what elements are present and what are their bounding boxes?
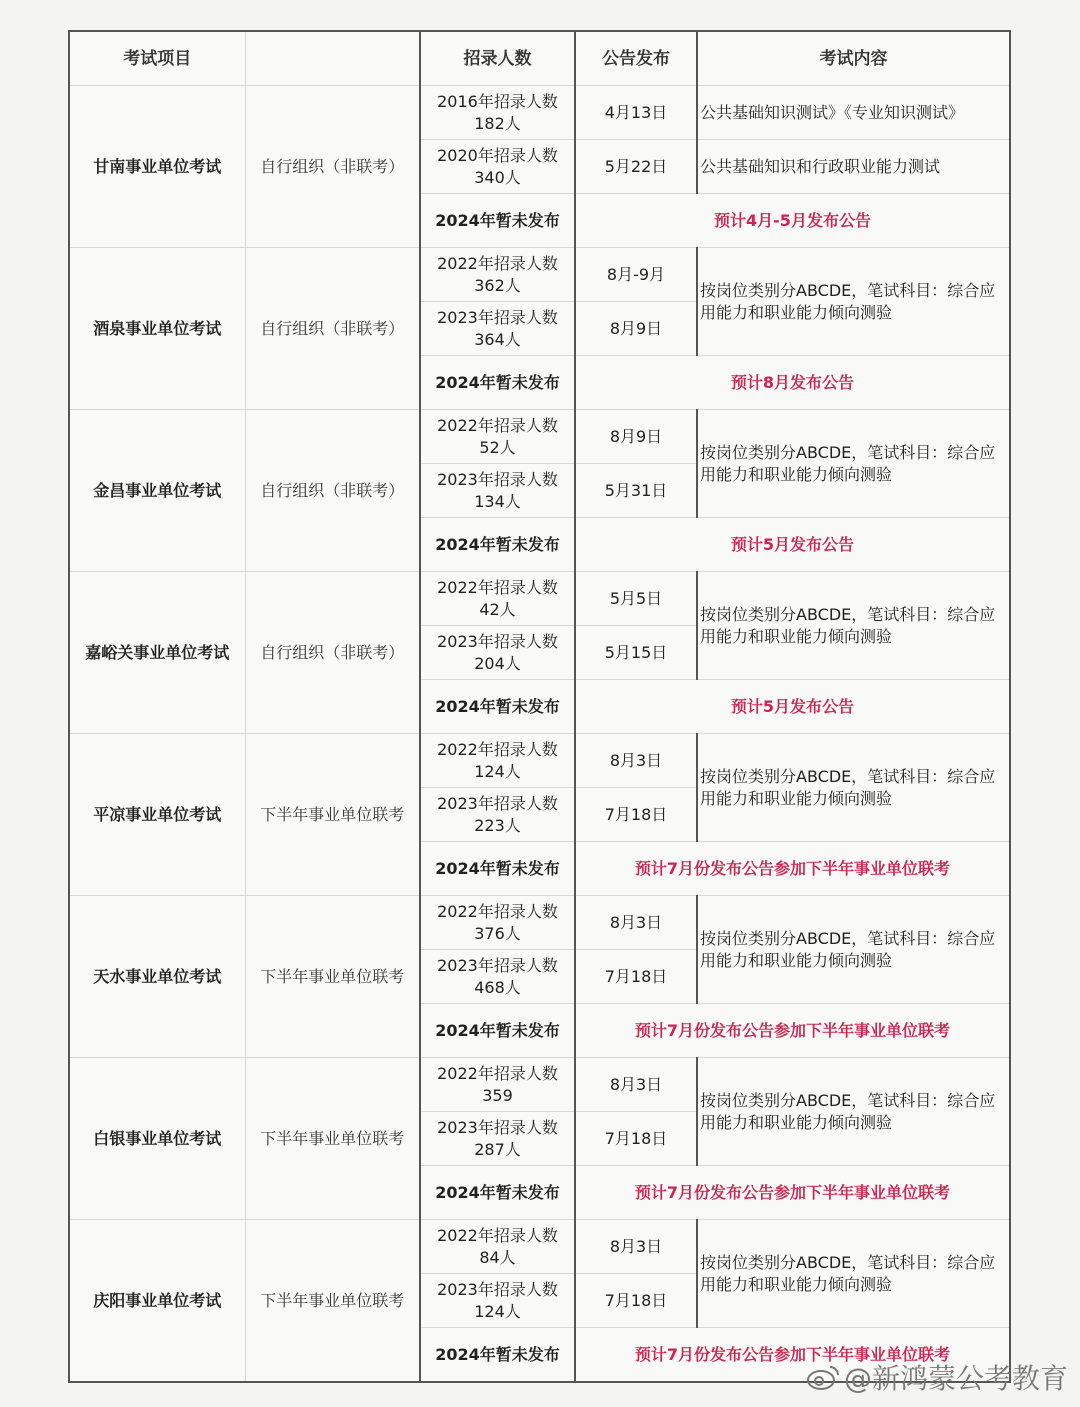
forecast-note: 预计5月发布公告 xyxy=(575,518,1010,572)
recruit-count: 2020年招录人数 340人 xyxy=(420,140,575,194)
exam-content: 公共基础知识测试》《专业知识测试》 xyxy=(697,86,1010,140)
table-row xyxy=(69,734,1010,788)
exam-content: 按岗位类别分ABCDE，笔试科目：综合应用能力和职业能力倾向测验 xyxy=(697,734,1010,842)
header-project: 考试项目 xyxy=(69,31,245,86)
table-row xyxy=(69,1220,1010,1274)
exam-name: 庆阳事业单位考试 xyxy=(69,1220,245,1383)
recruit-count: 2022年招录人数 42人 xyxy=(420,572,575,626)
exam-content: 按岗位类别分ABCDE，笔试科目：综合应用能力和职业能力倾向测验 xyxy=(697,1058,1010,1166)
recruit-count: 2022年招录人数 124人 xyxy=(420,734,575,788)
announce-date: 8月3日 xyxy=(575,734,697,788)
recruit-count: 2023年招录人数 204人 xyxy=(420,626,575,680)
recruit-count: 2023年招录人数 124人 xyxy=(420,1274,575,1328)
announce-date: 7月18日 xyxy=(575,788,697,842)
year-2024-status: 2024年暂未发布 xyxy=(420,842,575,896)
table-row xyxy=(69,248,1010,302)
year-2024-status: 2024年暂未发布 xyxy=(420,1328,575,1383)
table-header-row xyxy=(69,31,1010,86)
recruit-count: 2023年招录人数 223人 xyxy=(420,788,575,842)
announce-date: 8月-9月 xyxy=(575,248,697,302)
org-type: 自行组织（非联考） xyxy=(245,86,420,248)
exam-name: 平凉事业单位考试 xyxy=(69,734,245,896)
forecast-note: 预计7月份发布公告参加下半年事业单位联考 xyxy=(575,842,1010,896)
announce-date: 7月18日 xyxy=(575,1112,697,1166)
table-row xyxy=(69,896,1010,950)
year-2024-status: 2024年暂未发布 xyxy=(420,194,575,248)
exam-name: 白银事业单位考试 xyxy=(69,1058,245,1220)
watermark-text: @新鸿蒙公考教育 xyxy=(843,1362,1068,1395)
header-announce: 公告发布 xyxy=(575,31,697,86)
forecast-note: 预计7月份发布公告参加下半年事业单位联考 xyxy=(575,1328,1010,1383)
recruit-count: 2022年招录人数 84人 xyxy=(420,1220,575,1274)
announce-date: 7月18日 xyxy=(575,1274,697,1328)
header-recruit: 招录人数 xyxy=(420,31,575,86)
recruit-count: 2022年招录人数 376人 xyxy=(420,896,575,950)
org-type: 自行组织（非联考） xyxy=(245,410,420,572)
org-type: 自行组织（非联考） xyxy=(245,572,420,734)
recruit-count: 2023年招录人数 287人 xyxy=(420,1112,575,1166)
announce-date: 8月3日 xyxy=(575,896,697,950)
org-type: 下半年事业单位联考 xyxy=(245,1220,420,1383)
exam-content: 按岗位类别分ABCDE，笔试科目：综合应用能力和职业能力倾向测验 xyxy=(697,572,1010,680)
weibo-logo-icon xyxy=(806,1363,840,1391)
org-type: 自行组织（非联考） xyxy=(245,248,420,410)
recruit-count: 2016年招录人数 182人 xyxy=(420,86,575,140)
org-type: 下半年事业单位联考 xyxy=(245,734,420,896)
forecast-note: 预计7月份发布公告参加下半年事业单位联考 xyxy=(575,1166,1010,1220)
recruit-count: 2022年招录人数 362人 xyxy=(420,248,575,302)
announce-date: 5月15日 xyxy=(575,626,697,680)
table-row xyxy=(69,410,1010,464)
exam-content: 公共基础知识和行政职业能力测试 xyxy=(697,140,1010,194)
watermark xyxy=(806,1357,1068,1397)
forecast-note: 预计5月发布公告 xyxy=(575,680,1010,734)
exam-content: 按岗位类别分ABCDE，笔试科目：综合应用能力和职业能力倾向测验 xyxy=(697,410,1010,518)
header-blank xyxy=(245,31,420,86)
announce-date: 8月9日 xyxy=(575,302,697,356)
exam-content: 按岗位类别分ABCDE，笔试科目：综合应用能力和职业能力倾向测验 xyxy=(697,248,1010,356)
announce-date: 8月3日 xyxy=(575,1058,697,1112)
forecast-note: 预计4月-5月发布公告 xyxy=(575,194,1010,248)
exam-name: 甘南事业单位考试 xyxy=(69,86,245,248)
exam-name: 嘉峪关事业单位考试 xyxy=(69,572,245,734)
recruit-count: 2022年招录人数 52人 xyxy=(420,410,575,464)
exam-name: 天水事业单位考试 xyxy=(69,896,245,1058)
year-2024-status: 2024年暂未发布 xyxy=(420,518,575,572)
exam-name: 金昌事业单位考试 xyxy=(69,410,245,572)
year-2024-status: 2024年暂未发布 xyxy=(420,1166,575,1220)
year-2024-status: 2024年暂未发布 xyxy=(420,680,575,734)
table-row xyxy=(69,1058,1010,1112)
recruit-count: 2022年招录人数 359 xyxy=(420,1058,575,1112)
announce-date: 7月18日 xyxy=(575,950,697,1004)
org-type: 下半年事业单位联考 xyxy=(245,1058,420,1220)
exam-name: 酒泉事业单位考试 xyxy=(69,248,245,410)
exam-content: 按岗位类别分ABCDE，笔试科目：综合应用能力和职业能力倾向测验 xyxy=(697,1220,1010,1328)
exam-table xyxy=(68,30,1011,1383)
header-content: 考试内容 xyxy=(697,31,1010,86)
org-type: 下半年事业单位联考 xyxy=(245,896,420,1058)
table-row xyxy=(69,86,1010,140)
recruit-count: 2023年招录人数 364人 xyxy=(420,302,575,356)
announce-date: 5月5日 xyxy=(575,572,697,626)
announce-date: 8月3日 xyxy=(575,1220,697,1274)
recruit-count: 2023年招录人数 134人 xyxy=(420,464,575,518)
year-2024-status: 2024年暂未发布 xyxy=(420,356,575,410)
announce-date: 5月22日 xyxy=(575,140,697,194)
table-row xyxy=(69,572,1010,626)
announce-date: 5月31日 xyxy=(575,464,697,518)
year-2024-status: 2024年暂未发布 xyxy=(420,1004,575,1058)
forecast-note: 预计7月份发布公告参加下半年事业单位联考 xyxy=(575,1004,1010,1058)
announce-date: 4月13日 xyxy=(575,86,697,140)
announce-date: 8月9日 xyxy=(575,410,697,464)
recruit-count: 2023年招录人数 468人 xyxy=(420,950,575,1004)
forecast-note: 预计8月发布公告 xyxy=(575,356,1010,410)
exam-content: 按岗位类别分ABCDE，笔试科目：综合应用能力和职业能力倾向测验 xyxy=(697,896,1010,1004)
